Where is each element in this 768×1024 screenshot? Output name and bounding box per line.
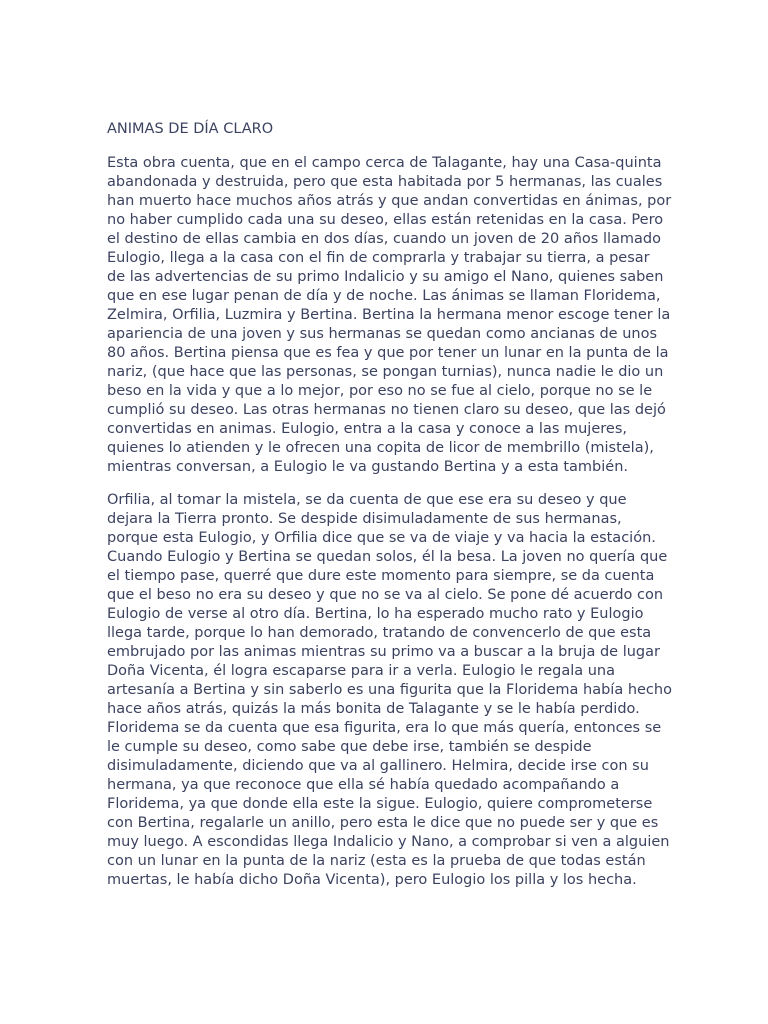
document-paragraph-2: Orfilia, al tomar la mistela, se da cuenta de que ese era su deseo y que dejara la Tierra pronto. Se despide disimuladamente de sus hermanas, porque esta Eulogio, y Orfilia dice que se va de viaje y va hacia la estación. Cuando Eulogio y Bertina se quedan solos, él la besa. La joven no quería que el tiempo pase, querré que dure este momento para siempre, se da cuenta que el beso no era su deseo y que no se va al cielo. Se pone dé acuerdo con Eulogio de verse al otro día. Bertina, lo ha esperado mucho rato y Eulogio llega tarde, porque lo han demorado, tratando de convencerlo de que esta embrujado por las animas mientras su primo va a buscar a la bruja de lugar Doña Vicenta, él logra escaparse para ir a verla. Eulogio le regala una artesanía a Bertina y sin saberlo es una figurita que la Floridema había hecho hace años atrás, quizás la más bonita de Talagante y se le había perdido. Floridema se da cuenta que esa figurita, era lo que más quería, entonces se le cumple su deseo, como sabe que debe irse, también se despide disimuladamente, diciendo que va al gallinero. Helmira, decide irse con su hermana, ya que reconoce que ella sé había quedado acompañando a Floridema, ya que donde ella este la sigue. Eulogio, quiere comprometerse con Bertina, regalarle un anillo, pero esta le dice que no puede ser y que es muy luego. A escondidas llega Indalicio y Nano, a comprobar si ven a alguien con un lunar en la punta de la nariz (esta es la prueba de que todas están muertas, le había dicho Doña Vicenta), pero Eulogio los pilla y los hecha. [107,492,672,888]
document-paragraph-1: Esta obra cuenta, que en el campo cerca de Talagante, hay una Casa-quinta abandonada y destruida, pero que esta habitada por 5 hermanas, las cuales han muerto hace muchos años atrás y que andan convertidas en ánimas, por no haber cumplido cada una su deseo, ellas están retenidas en la casa. Pero el destino de ellas cambia en dos días, cuando un joven de 20 años llamado Eulogio, llega a la casa con el fin de comprarla y trabajar su tierra, a pesar de las advertencias de su primo Indalicio y su amigo el Nano, quienes saben que en ese lugar penan de día y de noche. Las ánimas se llaman Floridema, Zelmira, Orfilia, Luzmira y Bertina. Bertina la hermana menor escoge tener la apariencia de una joven y sus hermanas se quedan como ancianas de unos 80 años. Bertina piensa que es fea y que por tener un lunar en la punta de la nariz, (que hace que las personas, se pongan turnias), nunca nadie le dio un beso en la vida y que a lo mejor, por eso no se fue al cielo, porque no se le cumplió su deseo. Las otras hermanas no tienen claro su deseo, que las dejó convertidas en animas. Eulogio, entra a la casa y conoce a las mujeres, quienes lo atienden y le ofrecen una copita de licor de membrillo (mistela), mientras conversan, a Eulogio le va gustando Bertina y a esta también. [107,155,672,475]
document-title: ANIMAS DE DÍA CLARO [107,121,274,137]
